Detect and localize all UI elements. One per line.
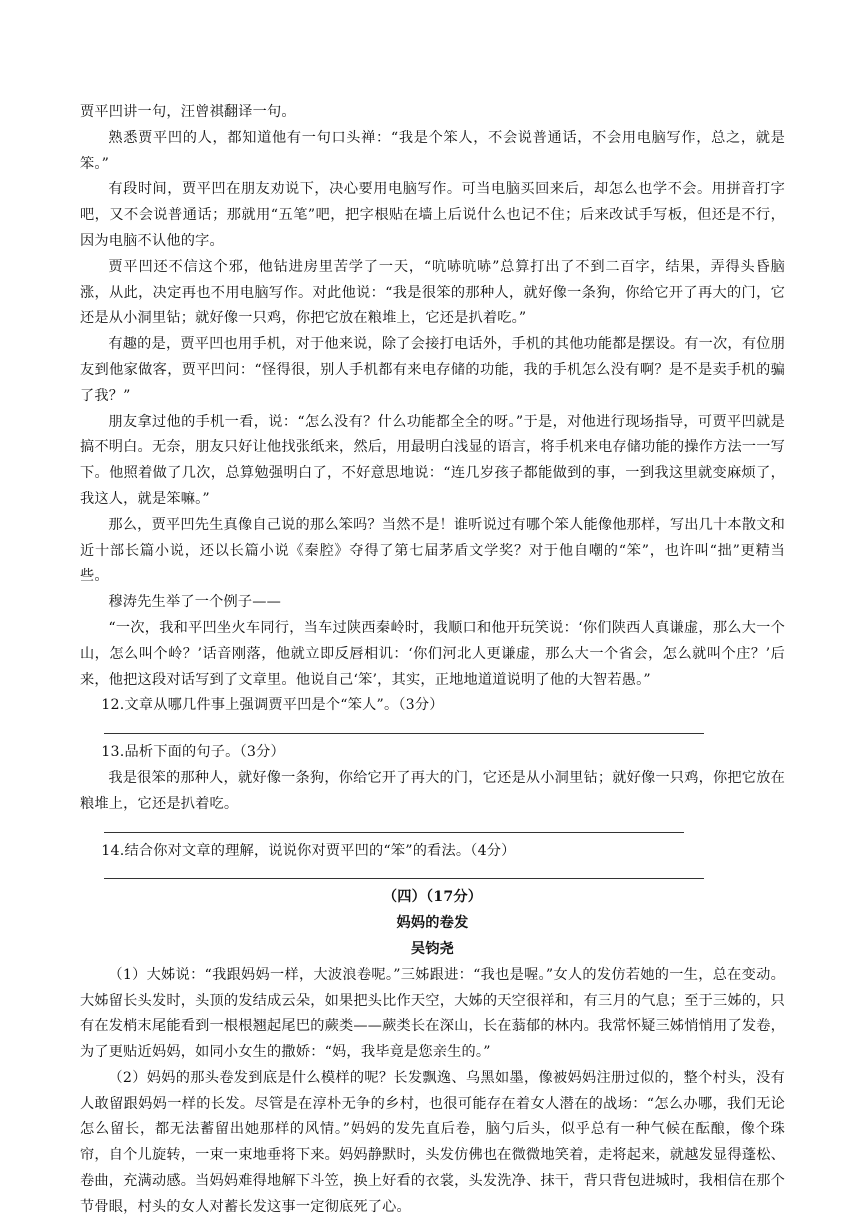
article-title: 妈妈的卷发 xyxy=(396,915,469,932)
question-12: 12.文章从哪几件事上强调贾平凹是个“笨人”。（3分） xyxy=(101,697,444,714)
passage-paragraph: 穆涛先生举了一个例子—— xyxy=(108,594,282,611)
passage-paragraph: 贾平凹还不信这个邪，他钻进房里苦学了一天，“吭哧吭哧”总算打出了不到二百字，结果，弄得头昏脑涨，从此，决定再也不用电脑写作。对此他说：“我是很笨的那种人，就好像一条狗，你给它开了再大的门，它还是从小洞里钻；就好像一只鸡，你把它放在粮堆上，它还是扒着吃。” xyxy=(80,258,785,327)
question-13-quote: 我是很笨的那种人，就好像一条狗，你给它开了再大的门，它还是从小洞里钻；就好像一只鸡，你把它放在粮堆上，它还是扒着吃。 xyxy=(80,769,785,812)
answer-line-14[interactable] xyxy=(104,864,704,879)
passage-paragraph: “一次，我和平凹坐火车同行，当车过陕西秦岭时，我顺口和他开玩笑说：‘你们陕西人真谦虚，那么大一个山，怎么叫个岭？’话音刚落，他就立即反唇相讥：‘你们河北人更谦虚，那么大一个省会，怎么就叫个庄？’后来，他把这段对话写到了文章里。他说自己‘笨’，其实，正地地道道说明了他的大智若愚。” xyxy=(80,619,785,688)
passage-paragraph: 熟悉贾平凹的人，都知道他有一句口头禅：“我是个笨人，不会说普通话，不会用电脑写作，总之，就是笨。” xyxy=(80,129,785,172)
section-heading: （四）（17分） xyxy=(382,889,483,906)
page-content xyxy=(80,100,785,1221)
article-paragraph: （2）妈妈的那头卷发到底是什么模样的呢？长发飘逸、乌黑如墨，像被妈妈注册过似的，整个村头，没有人敢留跟妈妈一样的长发。尽管是在淳朴无争的乡村，也很可能存在着女人潜在的战场：“怎么办哪，我们无论怎么留长，都无法蓄留出她那样的风情。”妈妈的发先直后卷，脑勺后头，似乎总有一种气候在酝酿，像个珠帘，自个儿旋转，一束一束地垂将下来。妈妈静默时，头发仿佛也在微微地笑着，走将起来，就越发显得蓬松、卷曲，充满动感。当妈妈难得地解下斗笠，换上好看的衣裳，头发洗净、抹干，背只背包进城时，我相信在那个节骨眼，村头的女人对蓄长发这事一定彻底死了心。 xyxy=(80,1069,785,1215)
answer-line-13[interactable] xyxy=(104,818,684,833)
passage-paragraph: 朋友拿过他的手机一看，说：“怎么没有？什么功能都全全的呀。”于是，对他进行现场指导，可贾平凹就是搞不明白。无奈，朋友只好让他找张纸来，然后，用最明白浅显的语言，将手机来电存储功能的操作方法一一写下。他照着做了几次，总算勉强明白了，不好意思地说：“连几岁孩子都能做到的事，一到我这里就变麻烦了，我这人，就是笨嘛。” xyxy=(80,413,785,507)
passage-paragraph: 那么，贾平凹先生真像自己说的那么笨吗？当然不是！谁听说过有哪个笨人能像他那样，写出几十本散文和近十部长篇小说，还以长篇小说《秦腔》夺得了第七届茅盾文学奖？对于他自嘲的“笨”，也许叫“拙”更精当些。 xyxy=(80,516,785,585)
passage-paragraph: 贾平凹讲一句，汪曾祺翻译一句。 xyxy=(80,104,296,120)
question-14: 14.结合你对文章的理解，说说你对贾平凹的“笨”的看法。（4分） xyxy=(101,842,516,859)
article-paragraph: （1）大姊说：“我跟妈妈一样，大波浪卷呢。”三姊跟进：“我也是喔。”女人的发仿若她的一生，总在变动。大姊留长头发时，头顶的发结成云朵，如果把头比作天空，大姊的天空很祥和，有三月的气息；至于三姊的，只有在发梢末尾能看到一根根翘起尾巴的蕨类——蕨类长在深山，长在蓊郁的林内。我常怀疑三姊悄悄用了发卷，为了更贴近妈妈，如同小女生的撒娇：“妈，我毕竟是您亲生的。” xyxy=(80,966,785,1061)
answer-line-12[interactable] xyxy=(104,719,704,734)
question-13: 13.品析下面的句子。（3分） xyxy=(101,744,285,761)
passage-paragraph: 有段时间，贾平凹在朋友劝说下，决心要用电脑写作。可当电脑买回来后，却怎么也学不会。用拼音打字吧，又不会说普通话；那就用“五笔”吧，把字根贴在墙上后说什么也记不住；后来改试手写板，但还是不行，因为电脑不认他的字。 xyxy=(80,181,785,249)
article-author: 吴钧尧 xyxy=(410,940,455,957)
passage-paragraph: 有趣的是，贾平凹也用手机，对于他来说，除了会接打电话外，手机的其他功能都是摆设。有一次，有位朋友到他家做客，贾平凹问：“怪得很，别人手机都有来电存储的功能，我的手机怎么没有啊？是不是卖手机的骗了我？” xyxy=(80,336,785,404)
